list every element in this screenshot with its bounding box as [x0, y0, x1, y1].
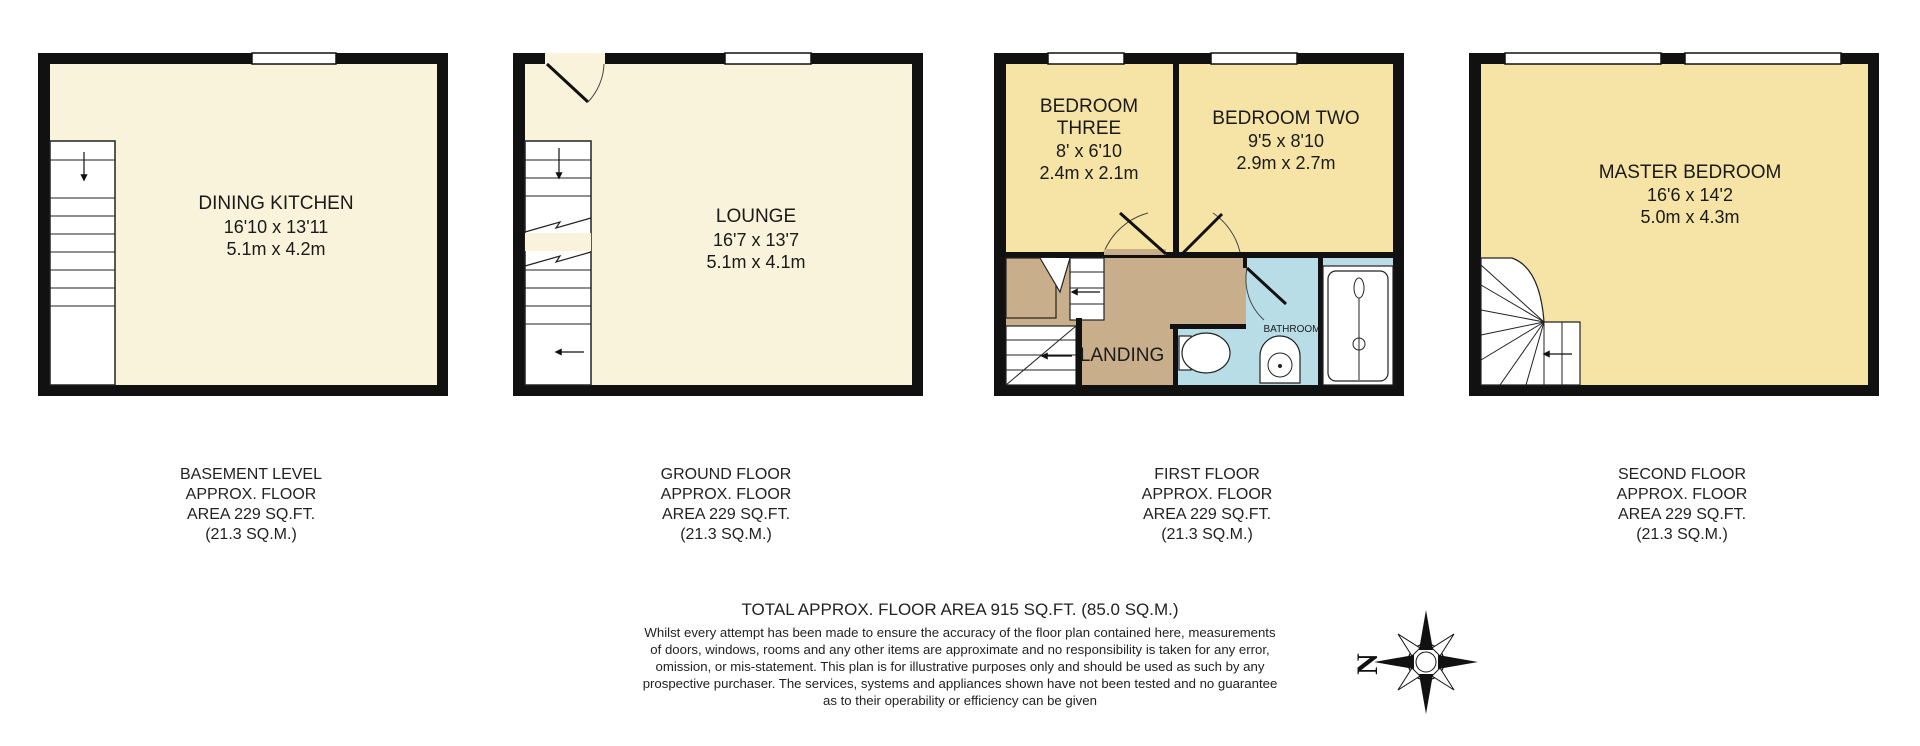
second-floor-plan	[1469, 53, 1879, 396]
floor-area-line: (21.3 SQ.M.)	[1636, 526, 1728, 543]
toilet-icon	[1179, 333, 1230, 373]
first-floor-plan	[994, 53, 1404, 396]
master-bedroom-name: MASTER BEDROOM	[1598, 162, 1782, 183]
disclaimer-line: of doors, windows, rooms and any other items are approximate and no responsibility is taken for any error,	[650, 642, 1270, 657]
bedroom-three-name-line1: BEDROOM	[1039, 96, 1139, 117]
staircase	[50, 141, 115, 385]
dining-kitchen-name: DINING KITCHEN	[198, 193, 354, 214]
disclaimer-line: omission, or mis-statement. This plan is for illustrative purposes only and should be used as such by any	[655, 659, 1265, 674]
master-bedroom-imperial: 16'6 x 14'2	[1647, 185, 1733, 205]
floor-area-line: (21.3 SQ.M.)	[205, 526, 297, 543]
floor-area-line: AREA 229 SQ.FT.	[1617, 506, 1747, 523]
floor-area-line: (21.3 SQ.M.)	[680, 526, 772, 543]
bedroom-two-metric: 2.9m x 2.7m	[1236, 153, 1336, 173]
floor-level: FIRST FLOOR	[1154, 466, 1260, 483]
compass-north-label: N	[1351, 653, 1384, 675]
bedroom-three-metric: 2.4m x 2.1m	[1039, 163, 1139, 183]
staircase	[525, 141, 591, 385]
disclaimer-line: prospective purchaser. The services, systems and appliances shown have not been tested and no guarantee	[642, 676, 1278, 691]
bedroom-three-imperial: 8' x 6'10	[1056, 141, 1122, 161]
floor-level: SECOND FLOOR	[1617, 466, 1746, 483]
first-floor-caption	[1057, 465, 1357, 545]
bedroom-two-imperial: 9'5 x 8'10	[1248, 131, 1324, 151]
window	[1211, 53, 1297, 64]
window	[1505, 53, 1661, 64]
compass-rose-icon	[1374, 610, 1478, 714]
dining-kitchen-imperial: 16'10 x 13'11	[223, 217, 329, 237]
basement-plan	[38, 53, 448, 396]
basin-icon	[1260, 336, 1300, 383]
bathtub-icon	[1323, 266, 1393, 385]
floor-area-line: APPROX. FLOOR	[185, 486, 317, 503]
total-floor-area: TOTAL APPROX. FLOOR AREA 915 SQ.FT. (85.0 SQ.M.)	[741, 600, 1179, 619]
floor-level: BASEMENT LEVEL	[180, 466, 322, 483]
floor-area-line: APPROX. FLOOR	[1616, 486, 1748, 503]
dining-kitchen-metric: 5.1m x 4.2m	[226, 239, 326, 259]
ground-floor-plan	[513, 53, 923, 396]
floor-area-line: APPROX. FLOOR	[660, 486, 792, 503]
lounge-name: LOUNGE	[715, 206, 797, 227]
floor-level: GROUND FLOOR	[660, 466, 792, 483]
floor-area-line: (21.3 SQ.M.)	[1161, 526, 1253, 543]
disclaimer-line: as to their operability or efficiency can be given	[823, 693, 1097, 708]
window	[725, 53, 811, 64]
second-floor-caption	[1532, 465, 1832, 545]
lounge-imperial: 16'7 x 13'7	[713, 230, 799, 250]
window	[1685, 53, 1841, 64]
master-bedroom-metric: 5.0m x 4.3m	[1640, 207, 1740, 227]
ground-floor-caption	[576, 465, 876, 545]
window	[1048, 53, 1124, 64]
window	[252, 53, 336, 64]
bathroom-name: BATHROOM	[1263, 324, 1321, 335]
basement-caption	[101, 465, 401, 545]
bedroom-three-name-line2: THREE	[1056, 118, 1122, 139]
floor-area-line: APPROX. FLOOR	[1141, 486, 1273, 503]
disclaimer-text	[612, 624, 1308, 709]
floor-area-line: AREA 229 SQ.FT.	[661, 506, 791, 523]
floor-area-line: AREA 229 SQ.FT.	[1142, 506, 1272, 523]
disclaimer-line: Whilst every attempt has been made to ensure the accuracy of the floor plan contained here, measurements	[644, 625, 1276, 640]
floor-area-line: AREA 229 SQ.FT.	[186, 506, 316, 523]
lounge-metric: 5.1m x 4.1m	[706, 252, 806, 272]
landing-name: LANDING	[1079, 345, 1165, 366]
bedroom-two-name: BEDROOM TWO	[1212, 108, 1360, 129]
